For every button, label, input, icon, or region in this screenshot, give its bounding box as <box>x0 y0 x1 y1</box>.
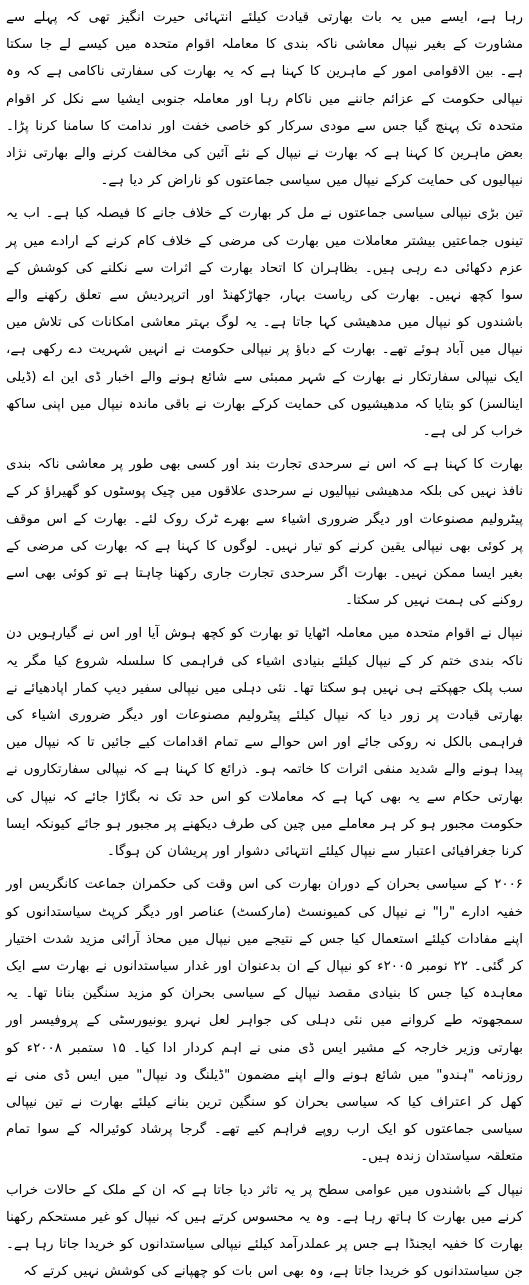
paragraph-6: نیپال کے باشندوں میں عوامی سطح پر یہ تاثر دیا جاتا ہے کہ ان کے ملک کے حالات خراب کرنے میں بھارت کا ہاتھ رہا ہے۔ وہ یہ محسوس کرتے ہیں کہ نیپال کو غیر مستحکم رکھنا بھارت کا خفیہ ایجنڈا ہے جس پر عملدرآمد کیلئے نیپالی سیاستدانوں کو خریدا جاتا رہا ہے۔ جن سیاستدانوں کو خریدا جاتا ہے، وہ بھی اس بات کو چھپانے کی کوشش نہیں کرتے کہ <box>6 1182 523 1280</box>
paragraph-5: ۲۰۰۶ کے سیاسی بحران کے دوران بھارت کی اس وقت کی حکمران جماعت کانگریس اور خفیہ ادارے "را" نے نیپال کی کمیونسٹ (مارکسٹ) عناصر اور دیگر کرپٹ سیاستدانوں کو اپنے مفادات کیلئے استعمال کیا جس کے نتیجے میں نیپال میں محاذ آرائی مزید شدت اختیار کر گئی۔ ۲۲ نومبر ۲۰۰۵ء کو نیپال کے ان بدعنوان اور غدار سیاستدانوں نے بھارت سے ایک معاہدہ کیا جس کا بنیادی مقصد نیپال کے سیاسی بحران کو مزید سنگین بنانا تھا۔ یہ سمجھوتہ طے کروانے میں نئی دہلی کی جواہر لعل نہرو یونیورسٹی کے پروفیسر اور بھارتی وزیر خارجہ کے مشیر ایس ڈی منی نے اہم کردار ادا کیا۔ ۱۵ ستمبر ۲۰۰۸ء کو روزنامہ "ہندو" میں شائع ہونے والے اپنے مضمون "ڈیلنگ ود نیپال" میں ایس ڈی منی نے کھل کر اعتراف کیا کہ سیاسی بحران کو سنگین ترین بنانے کیلئے بھارت نے تین نیپالی سیاسی جماعتوں کو ایک ارب روپے فراہم کیے تھے۔ گرجا پرشاد کوئیرالہ کے سوا تمام متعلقہ سیاستدان زندہ ہیں۔ <box>6 877 524 1165</box>
paragraph-2: تین بڑی نیپالی سیاسی جماعتوں نے مل کر بھارت کے خلاف جانے کا فیصلہ کیا ہے۔ اب یہ تینوں جماعتیں بیشتر معاملات میں بھارت کی مرضی کے خلاف کام کرنے کے ارادے میں پر عزم دکھائی دے رہی ہیں۔ بظاہران کا اتحاد بھارت کے اثرات سے نکلنے کی کوشش کے سوا کچھ نہیں۔ بھارت کی ریاست بہار، جھاڑکھنڈ اور اترپردیش سے تعلق رکھنے والے باشندوں کو نیپال میں مدھیشی کہا جاتا ہے۔ یہ لوگ بہتر معاشی امکانات کی تلاش میں نیپال میں آباد ہوئے تھے۔ بھارت کے دباؤ پر نیپالی حکومت نے انہیں شہریت دے رکھی ہے، ایک نیپالی سفارتکار نے بھارت کے شہر ممبئی سے شائع ہونے والے اخبار ڈی این اے (ڈیلی اینالسز) کو بتایا کہ مدھیشیوں کی حمایت کرکے بھارت نے باقی ماندہ نیپال میں اپنی ساکھ خراب کر لی ہے۔ <box>6 206 523 440</box>
paragraph-3: بھارت کا کہنا ہے کہ اس نے سرحدی تجارت بند اور کسی بھی طور پر معاشی ناکہ بندی نافذ نہیں کی بلکہ مدھیشی نیپالیوں نے سرحدی علاقوں میں چیک پوسٹوں کو گھیراؤ کر کے پیٹرولیم مصنوعات اور دیگر ضروری اشیاء سے بھرے ٹرک روک لئے۔ بھارت کے اس موقف پر کوئی بھی نیپالی یقین کرنے کو تیار نہیں۔ لوگوں کا کہنا ہے کہ بھارت کی مرضی کے بغیر ایسا ممکن نہیں۔ بھارت اگر سرحدی تجارت جاری رکھنا چاہتا ہے تو کوئی بھی اسے روکنے کی ہمت نہیں کر سکتا۔ <box>6 457 523 609</box>
paragraph-4: نیپال نے اقوام متحدہ میں معاملہ اٹھایا تو بھارت کو کچھ ہوش آیا اور اس نے گیارہویں دن ناکہ بندی ختم کر کے نیپال کیلئے بنیادی اشیاء کی فراہمی کا سلسلہ شروع کیا مگر یہ سب پلک جھپکتے ہی نہیں ہو سکتا تھا۔ نئی دہلی میں نیپالی سفیر دیپ کمار اپادھیائے نے بھارتی قیادت پر زور دیا کہ نیپال کیلئے پیٹرولیم مصنوعات اور دیگر ضروری اشیاء کی فراہمی بالکل نہ روکی جائے اور اس حوالے سے تمام اقدامات کیے جائیں تا کہ نیپال میں پیدا ہونے والے شدید منفی اثرات کا خاتمہ ہو۔ ذرائع کا کہنا ہے کہ نیپالی سفارتکاروں نے بھارتی حکام سے یہ بھی کہا ہے کہ معاملات کو اس حد تک نہ بگاڑا جائے کہ نیپال کی حکومت مجبور ہو کر ہر معاملے میں چین کی طرف دیکھنے پر مجبور ہو جائے کیونکہ ایسا کرنا جغرافیائی اعتبار سے نیپال کیلئے انتہائی دشوار اور پریشان کن ہوگا۔ <box>6 626 523 860</box>
paragraph-1: رہا ہے، ایسے میں یہ بات بھارتی قیادت کیلئے انتہائی حیرت انگیز تھی کہ پہلے سے مشاورت کے بغیر نیپال معاشی ناکہ بندی کا معاملہ اقوام متحدہ میں کیسے لے جا سکتا ہے۔ بین الاقوامی امور کے ماہرین کا کہنا ہے کہ یہ بھارت کی سفارتی ناکامی ہے کہ وہ نیپالی حکومت کے عزائم جاننے میں ناکام رہا اور معاملہ جنوبی ایشیا سے نکل کر اقوام متحدہ تک پہنچ گیا جس سے مودی سرکار کو خاصی خفت اور ندامت کا سامنا کرنا پڑا۔ بعض ماہرین کا کہنا ہے کہ بھارت نے نیپال کے نئے آئین کی مخالفت کرنے والے بھارتی نژاد نیپالیوں کی حمایت کرکے نیپال میں سیاسی جماعتوں کو ناراض کر دیا ہے۔ <box>6 10 523 189</box>
